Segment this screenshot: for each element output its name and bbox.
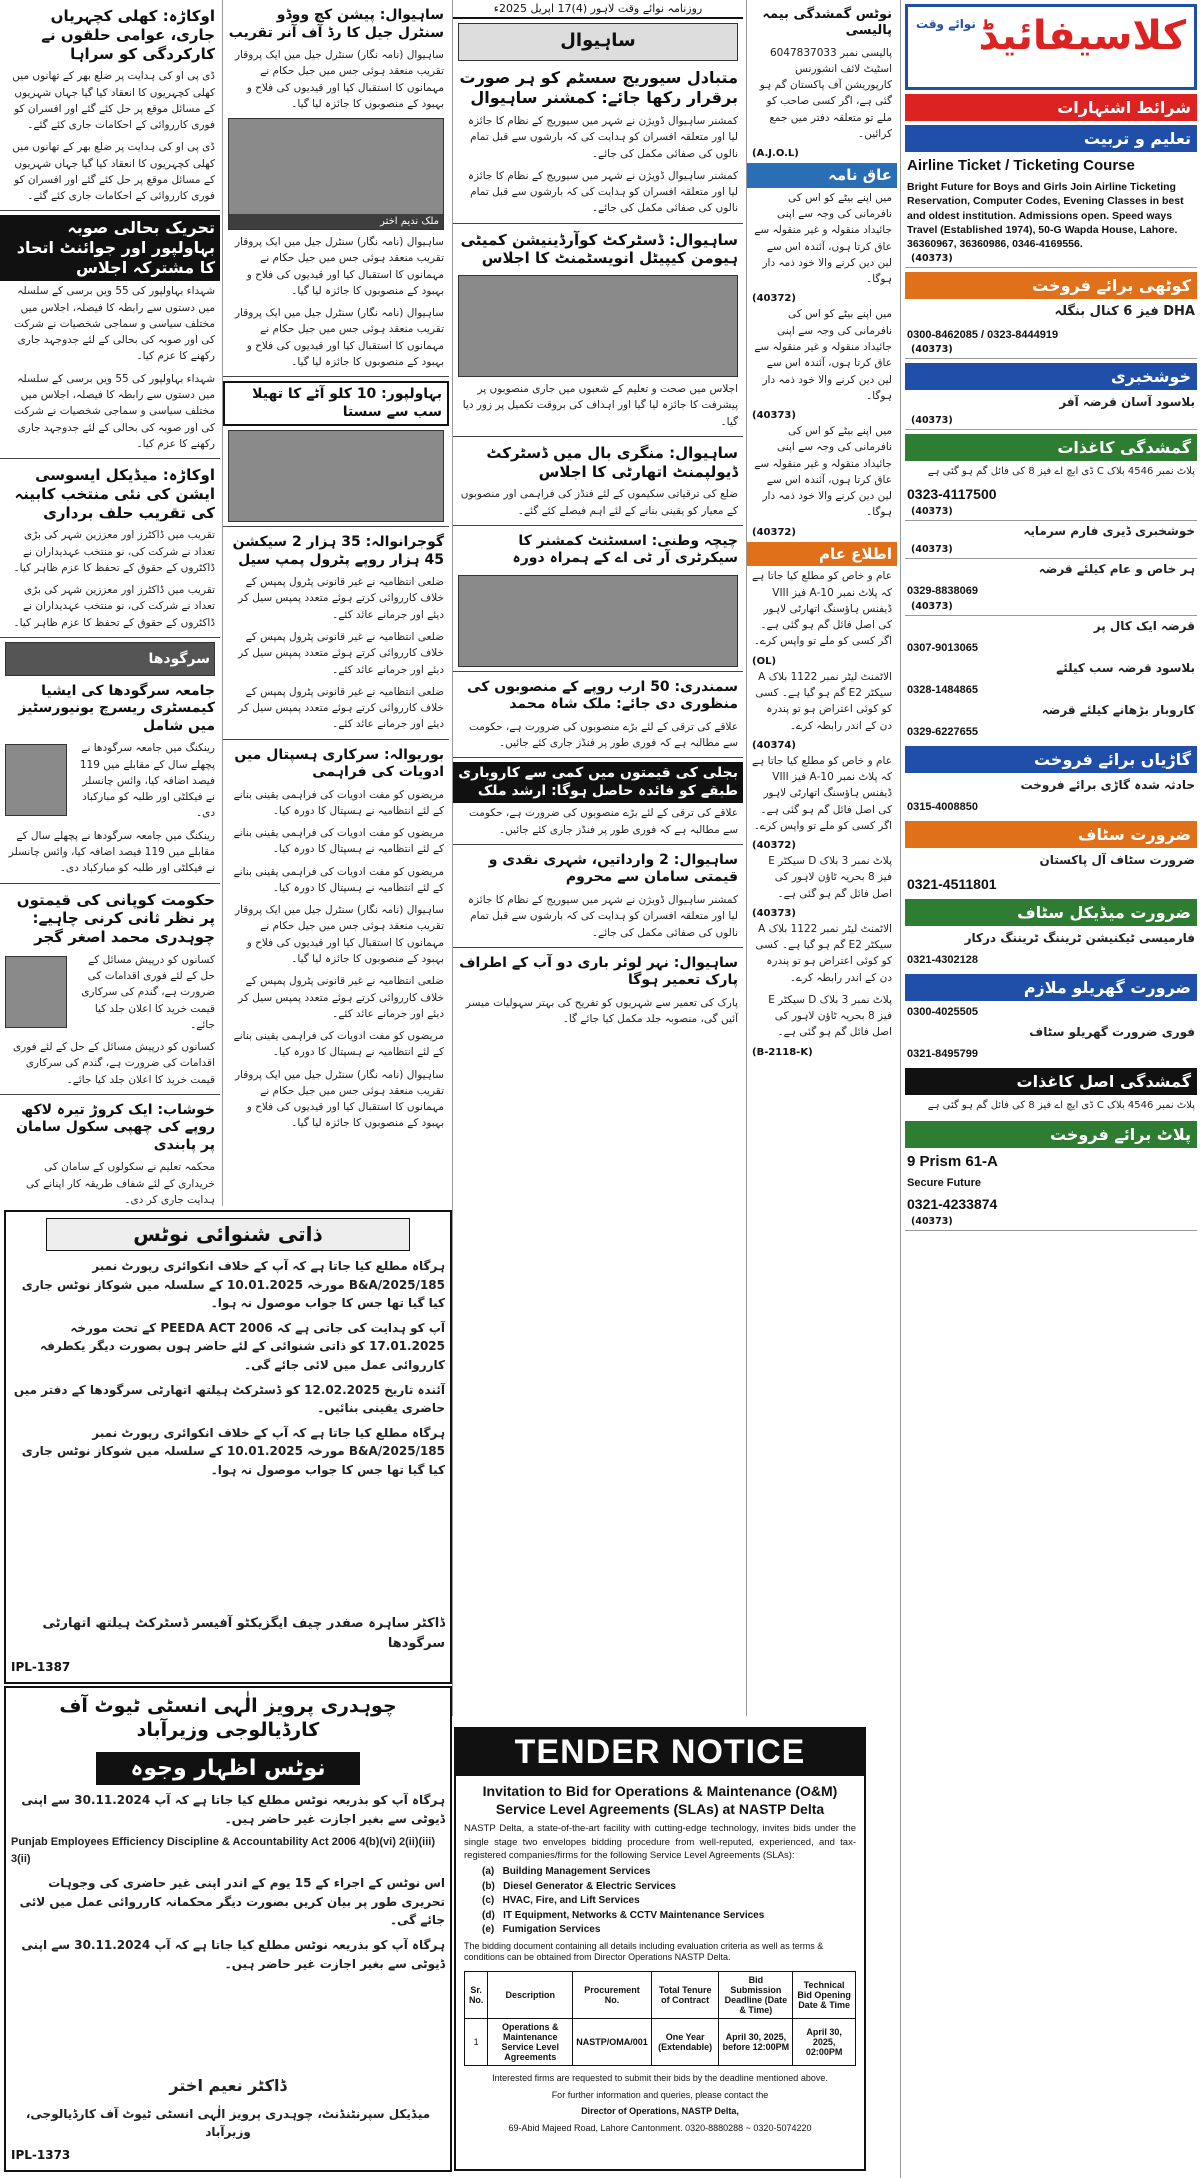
- notices-column: [746, 0, 897, 1716]
- item-mark: (e): [482, 1924, 495, 1936]
- article-text: مریضوں کو مفت ادویات کی فراہمی یقینی بنانے کے لئے انتظامیہ نے ہسپتال کا دورہ کیا۔: [233, 788, 444, 817]
- table-cell: Operations & Maintenance Service Level Agreements: [488, 2019, 573, 2066]
- masthead-title: کلاسیفائیڈ: [978, 13, 1186, 59]
- airline-ad-body: Bright Future for Boys and Girls Join Airline Ticketing Reservation, Computer Codes, Evening Classes in best and oldest institution. Admissions open. Speed ways Travel (Established 1974), 50-G Wapda House, Lahore. 36360967, 36360986, 0346-4169556.: [907, 181, 1184, 250]
- ad-phone: 0321-4233874: [907, 1196, 998, 1213]
- tender-service-item: [482, 1880, 856, 1895]
- article-text: شہداء بہاولپور کی 55 ویں برسی کے سلسلہ میں دستوں سے رابطہ کا فیصلہ، اجلاس میں مختلف سیاسی و سماجی شخصیات نے شرکت کی اور صوبہ کی بحالی کے لئے جدوجہد جاری رکھنے کا عزم کیا۔: [14, 285, 215, 363]
- tender-service-item: [482, 1923, 856, 1938]
- article-text: مریضوں کو مفت ادویات کی فراہمی یقینی بنانے کے لئے انتظامیہ نے ہسپتال کا دورہ کیا۔: [233, 827, 444, 856]
- tender-service-item: [482, 1894, 856, 1909]
- section-band: پلاٹ برائے فروخت: [905, 1121, 1197, 1148]
- terms-band: شرائط اشتہارات: [905, 94, 1197, 121]
- section-band: تعلیم و تربیت: [905, 125, 1197, 152]
- section-band: کوٹھی برائے فروخت: [905, 272, 1197, 299]
- classified-masthead: [905, 4, 1197, 90]
- ad-text-english: 9 Prism 61-A: [907, 1152, 998, 1170]
- notice-text: الاٹمنٹ لیٹر نمبر 1122 بلاک A سیکٹر E2 گم ہو گیا ہے۔ کسی کو کوئی اعتراض ہو تو پندرہ دن کے اندر رابطہ کرے۔: [755, 670, 892, 732]
- item-mark: (b): [482, 1880, 495, 1892]
- table-header: Description: [488, 1972, 573, 2019]
- headline: ساہیوال: ڈسٹرکٹ کوآرڈینیشن کمیٹی ہیومن کیپیٹل انویسٹمنٹ کا اجلاس: [460, 230, 738, 268]
- tender-service-item: [482, 1909, 856, 1924]
- notice-signature: ڈاکٹر ساہرہ صفدر چیف ایگزیکٹو آفیسر ڈسٹرکٹ ہیلتھ اتھارٹی سرگودھا: [42, 1615, 445, 1651]
- ad-text: حادثہ شدہ گاڑی برائے فروخت: [1020, 777, 1195, 792]
- news-photo: [228, 430, 444, 522]
- ad-code: (A.J.O.L): [752, 148, 799, 160]
- article-text: ضلعی انتظامیہ نے غیر قانونی پٹرول پمپس کے خلاف کارروائی کرتے ہوئے متعدد پمپس سیل کر دیئے اور جرمانے عائد کئے۔: [238, 630, 444, 676]
- article-text: ضلعی انتظامیہ نے غیر قانونی پٹرول پمپس کے خلاف کارروائی کرتے ہوئے متعدد پمپس سیل کر دیئے اور جرمانے عائد کئے۔: [238, 685, 444, 731]
- ad-text: DHA فیز 6 کنال بنگلہ: [1054, 304, 1195, 320]
- section-band: خوشخبری: [905, 363, 1197, 390]
- notice-body: ہرگاہ آپ کو بذریعہ نوٹس مطلع کیا جاتا ہے کہ آپ 30.11.2024 سے اپنی ڈیوٹی سے بغیر اجازت غیر حاضر ہیں۔: [21, 1793, 445, 1826]
- tender-footer: Director of Operations, NASTP Delta,: [581, 2106, 739, 2117]
- portrait-photo: [5, 744, 67, 816]
- masthead-brand: نوائے وقت: [916, 17, 976, 31]
- headline: خوشاب: ایک کروڑ تیرہ لاکھ روپے کی چھپی سکول سامان پر پابندی: [16, 1101, 215, 1153]
- photo-caption: ملک ندیم اختر: [229, 214, 443, 229]
- ad-text-english: Secure Future: [907, 1177, 981, 1190]
- headline: جامعہ سرگودھا کی ایشیا کیمسٹری ریسرچ یونیورسٹیز میں شامل: [18, 682, 215, 734]
- table-header: Technical Bid Opening Date & Time: [793, 1972, 856, 2019]
- article-text: کسانوں کو درپیش مسائل کے حل کے لئے فوری اقدامات کی ضرورت ہے، گندم کی سرکاری قیمت خرید کا اعلان جلد کیا جائے۔: [81, 953, 215, 1031]
- tender-services-list: [456, 1865, 864, 1938]
- ad-code: (40373): [905, 601, 1197, 616]
- headline: ساہیوال: 2 وارداتیں، شہری نقدی و قیمتی سامان سے محروم: [488, 851, 738, 886]
- ad-phone: 0300-8462085 / 0323-8444919: [907, 328, 1059, 341]
- news-column-sahiwal: [452, 0, 743, 1716]
- item-text: Fumigation Services: [502, 1924, 601, 1936]
- portrait-photo: [5, 956, 67, 1028]
- article-text: علاقے کی ترقی کے لئے بڑے منصوبوں کی ضرورت ہے، حکومت سے مطالبہ ہے کہ فوری طور پر فنڈز جاری کئے جائیں۔: [468, 807, 738, 836]
- article-text: کسانوں کو درپیش مسائل کے حل کے لئے فوری اقدامات کی ضرورت ہے، گندم کی سرکاری قیمت خرید کا اعلان جلد کیا جائے۔: [12, 1041, 215, 1086]
- section-band: عاق نامہ: [747, 163, 897, 188]
- section-band: ضرورت گھریلو ملازم: [905, 974, 1197, 1001]
- notice-text: پلاٹ نمبر 3 بلاک D سیکٹر E فیز 8 بحریہ ٹاؤن لاہور کی اصل فائل گم ہو گئی ہے۔: [768, 855, 892, 900]
- notice-banner: نوٹس اظہار وجوہ: [96, 1752, 360, 1786]
- article-text: علاقے کی ترقی کے لئے بڑے منصوبوں کی ضرورت ہے، حکومت سے مطالبہ ہے کہ فوری طور پر فنڈز جاری کئے جائیں۔: [468, 720, 738, 750]
- table-cell: 1: [465, 2019, 488, 2066]
- ad-text: بلاسود قرضہ سب کیلئے: [1056, 661, 1195, 676]
- section-logo: [458, 23, 738, 61]
- article-text: ساہیوال (نامہ نگار) سنٹرل جیل میں ایک پروقار تقریب منعقد ہوئی جس میں جیل حکام نے مہمانوں کا استقبال کیا اور قیدیوں کی فلاح و بہبود کے منصوبوں کا جائزہ لیا گیا۔: [234, 1068, 444, 1130]
- ad-phone: 0328-1484865: [907, 684, 978, 697]
- headline: ساہیوال: نہر لوئر باری دو آب کے اطراف پارک تعمیر ہوگا: [459, 954, 738, 989]
- item-mark: (c): [482, 1895, 495, 1907]
- tender-service-item: [482, 1865, 856, 1880]
- headline: اوکاڑہ: کھلی کچہریاں جاری، عوامی حلقوں نے کارکردگی کو سراہا: [41, 7, 215, 63]
- notice-text: میں اپنے بیٹے کو اس کی نافرمانی کی وجہ سے اپنی جائیداد منقولہ و غیر منقولہ سے عاق کرتا ہوں، آئندہ اس سے لین دین کرنے والا خود ذمہ دار ہوگا۔: [754, 308, 892, 402]
- article-text: شہداء بہاولپور کی 55 ویں برسی کے سلسلہ میں دستوں سے رابطہ کا فیصلہ، اجلاس میں مختلف سیاسی و سماجی شخصیات نے شرکت کی اور صوبہ کی بحالی کے لئے جدوجہد جاری رکھنے کا عزم کیا۔: [14, 372, 215, 450]
- item-mark: (a): [482, 1866, 495, 1878]
- ad-code: (40373): [905, 1216, 1197, 1231]
- notice-text: عام و خاص کو مطلع کیا جاتا ہے کہ پلاٹ نمبر 10-A فیز VIII ڈیفنس ہاؤسنگ اتھارٹی لاہور کی اصل فائل گم ہو گئی ہے۔ اگر کسی کو ملے تو واپس کرے۔: [752, 570, 892, 648]
- tender-footer: 69-Abid Majeed Road, Lahore Cantonment. 0320-8880288 ~ 0320-5074220: [508, 2122, 812, 2133]
- headline: بوریوالہ: سرکاری ہسپتال میں ادویات کی فراہمی: [234, 746, 444, 781]
- article-text: ساہیوال (نامہ نگار) سنٹرل جیل میں ایک پروقار تقریب منعقد ہوئی جس میں جیل حکام نے مہمانوں کا استقبال کیا اور قیدیوں کی فلاح و بہبود کے منصوبوں کا جائزہ لیا گیا۔: [234, 49, 444, 110]
- ad-code: IPL-1387: [11, 1660, 71, 1674]
- notice-body: ہرگاہ مطلع کیا جاتا ہے کہ آپ کے خلاف انکوائری رپورٹ نمبر 185/B&A/2025 مورخہ 10.01.2025 کے سلسلہ میں شوکاز نوٹس جاری کیا گیا تھا جس کا جواب موصول نہ ہوا۔: [21, 1259, 445, 1311]
- table-cell: NASTP/OMA/001: [573, 2019, 652, 2066]
- article-text: ضلعی انتظامیہ نے غیر قانونی پٹرول پمپس کے خلاف کارروائی کرتے ہوئے متعدد پمپس سیل کر دیئے اور جرمانے عائد کئے۔: [238, 576, 444, 621]
- ad-phone: 0307-9013065: [907, 642, 978, 655]
- show-cause-notice: [4, 1686, 452, 2172]
- section-band: ضرورت میڈیکل سٹاف: [905, 899, 1197, 926]
- article-text: ساہیوال (نامہ نگار) سنٹرل جیل میں ایک پروقار تقریب منعقد ہوئی جس میں جیل حکام نے مہمانوں کا استقبال کیا اور قیدیوں کی فلاح و بہبود کے منصوبوں کا جائزہ لیا گیا۔: [234, 904, 444, 965]
- ad-code: (40373): [752, 410, 796, 422]
- ad-code: (OL): [752, 655, 777, 667]
- ad-code: (40373): [905, 253, 1197, 268]
- table-cell: April 30, 2025, 02:00PM: [793, 2019, 856, 2066]
- ad-phone: 0323-4117500: [907, 486, 997, 503]
- item-text: Diesel Generator & Electric Services: [503, 1880, 676, 1892]
- ad-text: فارمیسی ٹیکنیشن ٹریننگ ٹریننگ درکار: [964, 931, 1195, 946]
- ad-phone: 0329-8838069: [907, 585, 978, 598]
- notice-text: پلاٹ نمبر 3 بلاک D سیکٹر E فیز 8 بحریہ ٹاؤن لاہور کی اصل فائل گم ہو گئی ہے۔: [768, 993, 892, 1039]
- visit-photo: [458, 575, 738, 667]
- item-text: IT Equipment, Networks & CCTV Maintenance Services: [503, 1909, 765, 1921]
- article-text: محکمہ تعلیم نے سکولوں کے سامان کی خریداری کے لئے شفاف طریقہ کار اپنانے کی ہدایت جاری کر دی۔: [26, 1161, 215, 1206]
- ad-phone: 0321-4302128: [907, 954, 978, 967]
- item-text: Building Management Services: [502, 1866, 651, 1878]
- table-header: Procurement No.: [573, 1972, 652, 2019]
- article-text: اجلاس میں صحت و تعلیم کے شعبوں میں جاری منصوبوں پر پیشرفت کا جائزہ لیا گیا اور اہداف کی بروقت تکمیل پر زور دیا گیا۔: [462, 383, 738, 428]
- headline: چیچہ وطنی: اسسٹنٹ کمشنر کا سیکرٹری آر ٹی اے کے ہمراہ دورہ: [512, 532, 738, 567]
- ad-text: پلاٹ نمبر 4546 بلاک C ڈی ایچ اے فیز 8 کی فائل گم ہو گئی ہے: [927, 1099, 1195, 1111]
- ad-phone: 0329-6227655: [907, 725, 978, 738]
- airline-ad-title: Airline Ticket / Ticketing Course: [907, 157, 1135, 174]
- headline: سمندری: 50 ارب روپے کے منصوبوں کی منظوری دی جائے: ملک شاہ محمد: [467, 678, 738, 713]
- notice-signature: ڈاکٹر نعیم اختر: [169, 2076, 287, 2096]
- table-header: Sr. No.: [465, 1972, 488, 2019]
- ad-text: خوشخبری ڈیری فارم سرمایہ: [1023, 524, 1195, 539]
- headline: بہاولپور: 10 کلو آٹے کا تھیلا سب سے سستا: [223, 381, 449, 426]
- dateline: روزنامہ نوائے وقت لاہور (4)17 اپریل 2025ء: [453, 0, 743, 19]
- article-text: کمشنر ساہیوال ڈویژن نے شہر میں سیوریج کے نظام کا جائزہ لیا اور متعلقہ افسران کو ہدایت کی کہ بارشوں سے قبل تمام نالوں کی صفائی مکمل کی جائے۔: [467, 115, 738, 160]
- section-band: ضرورت سٹاف: [905, 821, 1197, 848]
- ad-phone: 0315-4008850: [907, 800, 978, 813]
- headline: ساہیوال: پیشن کچ ووڈو سنٹرل جیل کا رڈ آف آنر تقریب: [228, 7, 444, 41]
- tender-footer: Interested firms are requested to submit their bids by the deadline mentioned above.: [492, 2073, 828, 2084]
- article-text: رینکنگ میں جامعہ سرگودھا نے پچھلے سال کے مقابلے میں 119 فیصد اضافہ کیا، وائس چانسلر نے فیکلٹی اور طلبہ کو مبارکباد دی۔: [79, 742, 215, 820]
- notice-signature-title: میڈیکل سپرنٹنڈنٹ، چوہدری پرویز الٰہی انسٹی ٹیوٹ آف کارڈیالوجی، وزیرآباد: [25, 2106, 431, 2140]
- article-text: مریضوں کو مفت ادویات کی فراہمی یقینی بنانے کے لئے انتظامیہ نے ہسپتال کا دورہ کیا۔: [233, 1030, 444, 1059]
- notice-body-english: Punjab Employees Efficiency Discipline & Accountability Act 2006 4(b)(vi) 2(ii)(iii) 3(ii): [11, 1836, 436, 1866]
- classifieds-column: [900, 0, 1200, 2178]
- section-band: گمشدگی کاغذات: [905, 434, 1197, 461]
- tender-subtitle: Invitation to Bid for Operations & Maintenance (O&M) Service Level Agreements (SLAs) at NASTP Delta: [482, 1783, 838, 1818]
- ad-code: (40373): [905, 415, 1197, 430]
- article-text: تقریب میں ڈاکٹرز اور معززین شہر کی بڑی تعداد نے شرکت کی، نو منتخب عہدیداران نے ڈاکٹروں کے حقوق کے تحفظ کا عزم ظاہر کیا۔: [13, 584, 215, 629]
- ad-code: (40374): [752, 739, 796, 751]
- ad-text: کاروبار بڑھانے کیلئے قرضہ: [1041, 702, 1195, 717]
- ad-text: ہر خاص و عام کیلئے قرضہ: [1038, 562, 1195, 577]
- ad-phone: 0321-4511801: [907, 875, 997, 892]
- article-text: ضلعی انتظامیہ نے غیر قانونی پٹرول پمپس کے خلاف کارروائی کرتے ہوئے متعدد پمپس سیل کر دیئے اور جرمانے عائد کئے۔: [238, 975, 444, 1020]
- table-cell: April 30, 2025, before 12:00PM: [719, 2019, 793, 2066]
- notice-body: ہرگاہ مطلع کیا جاتا ہے کہ آپ کے خلاف انکوائری رپورٹ نمبر 185/B&A/2025 مورخہ 10.01.2025 کے سلسلہ میں شوکاز نوٹس جاری کیا گیا تھا جس کا جواب موصول نہ ہوا۔: [21, 1425, 445, 1477]
- ad-code: (40373): [905, 344, 1197, 359]
- ad-code: (40372): [752, 293, 796, 305]
- notice-body: آپ کو ہدایت کی جاتی ہے کہ PEEDA ACT 2006 کے تحت مورخہ 17.01.2025 کو ذاتی شنوائی کے لئے حاضر ہوں بصورت دیگر یکطرفہ کارروائی عمل میں لائی جائے گی۔: [39, 1320, 445, 1372]
- notice-body: آئندہ تاریخ 12.02.2025 کو ڈسٹرکٹ ہیلتھ اتھارٹی سرگودھا کے دفتر میں حاضری یقینی بنائیں۔: [13, 1382, 445, 1416]
- headline: بجلی کی قیمتوں میں کمی سے کاروباری طبقے کو فائدہ حاصل ہوگا: ارشد ملک: [453, 762, 743, 803]
- portrait-photo: [228, 118, 444, 230]
- headline: نوٹس گمشدگی بیمہ پالیسی: [762, 7, 892, 39]
- tender-title: TENDER NOTICE: [456, 1729, 864, 1776]
- ad-phone: 0321-8495799: [907, 1048, 978, 1061]
- item-mark: (d): [482, 1909, 495, 1921]
- tender-footer: For further information and queries, please contact the: [551, 2089, 769, 2100]
- article-text: کمشنر ساہیوال ڈویژن نے شہر میں سیوریج کے نظام کا جائزہ لیا اور متعلقہ افسران کو ہدایت کی کہ بارشوں سے قبل تمام نالوں کی صفائی مکمل کی جائے۔: [467, 169, 738, 215]
- notice-text: میں اپنے بیٹے کو اس کی نافرمانی کی وجہ سے اپنی جائیداد منقولہ و غیر منقولہ سے عاق کرتا ہوں، آئندہ اس سے لین دین کرنے والا خود ذمہ دار ہوگا۔: [754, 425, 892, 519]
- headline: اوکاڑہ: میڈیکل ایسوسی ایشن کی نئی منتخب کابینہ کی تقریب حلف برداری: [14, 466, 215, 522]
- table-row: [465, 2019, 856, 2066]
- notice-title: چوہدری پرویز الٰہی انسٹی ٹیوٹ آف کارڈیالوجی وزیرآباد: [59, 1695, 397, 1741]
- article-text: ساہیوال (نامہ نگار) سنٹرل جیل میں ایک پروقار تقریب منعقد ہوئی جس میں جیل حکام نے مہمانوں کا استقبال کیا اور قیدیوں کی فلاح و بہبود کے منصوبوں کا جائزہ لیا گیا۔: [234, 236, 444, 297]
- headline: گوجرانوالہ: 35 ہزار 2 سیکشن 45 ہزار روپے پٹرول پمپ سیل: [232, 534, 444, 568]
- ad-code: (B-2118-K): [752, 1046, 813, 1058]
- ad-code: (40372): [752, 526, 796, 538]
- ad-text: قرضہ ایک کال پر: [1093, 619, 1195, 634]
- ad-code: (40373): [905, 544, 1197, 559]
- meeting-photo: [458, 275, 738, 377]
- notice-body: اس نوٹس کے اجراء کے 15 یوم کے اندر اپنی غیر حاضری کی وجوہات تحریری طور پر بیان کریں بصورت دیگر محکمانہ کارروائی عمل میں لائی جائے گی۔: [19, 1876, 445, 1928]
- personal-hearing-notice: [4, 1210, 452, 1684]
- table-cell: One Year (Extendable): [651, 2019, 719, 2066]
- ad-phone: 0300-4025505: [907, 1006, 978, 1019]
- article-text: رینکنگ میں جامعہ سرگودھا نے پچھلے سال کے مقابلے میں 119 فیصد اضافہ کیا، وائس چانسلر نے فیکلٹی اور طلبہ کو مبارکباد دی۔: [8, 829, 215, 875]
- section-band: گاڑیاں برائے فروخت: [905, 746, 1197, 773]
- article-text: ڈی پی او کی ہدایت پر ضلع بھر کے تھانوں میں کھلی کچہریوں کا انعقاد کیا گیا جہاں شہریوں کے مسائل موقع پر حل کئے گئے اور افسران کو فوری کارروائی کے احکامات جاری کئے گئے۔: [12, 141, 215, 203]
- notice-text: میں اپنے بیٹے کو اس کی نافرمانی کی وجہ سے اپنی جائیداد منقولہ و غیر منقولہ سے عاق کرتا ہوں، آئندہ اس سے لین دین کرنے والا خود ذمہ دار ہوگا۔: [754, 191, 892, 286]
- ad-code: (40373): [905, 506, 1197, 521]
- section-band: گمشدگی اصل کاغذات: [905, 1068, 1197, 1095]
- notice-text: عام و خاص کو مطلع کیا جاتا ہے کہ پلاٹ نمبر 10-A فیز VIII ڈیفنس ہاؤسنگ اتھارٹی لاہور کی اصل فائل گم ہو گئی ہے۔ اگر کسی کو ملے تو واپس کرے۔: [752, 754, 892, 832]
- table-header: Bid Submission Deadline (Date & Time): [719, 1972, 793, 2019]
- notice-text: پالیسی نمبر 6047837033 اسٹیٹ لائف انشورنس کارپوریشن آف پاکستان گم ہو گئی ہے، اگر کسی صاحب کو ملے تو متعلقہ دفتر میں جمع کرائیں۔: [759, 46, 892, 140]
- section-band: اطلاع عام: [747, 542, 897, 567]
- logo-text: سرگودھا: [148, 650, 210, 667]
- logo-banner: [5, 642, 215, 676]
- article-text: ساہیوال (نامہ نگار) سنٹرل جیل میں ایک پروقار تقریب منعقد ہوئی جس میں جیل حکام نے مہمانوں کا استقبال کیا اور قیدیوں کی فلاح و بہبود کے منصوبوں کا جائزہ لیا گیا۔: [234, 307, 444, 368]
- notice-title: ذاتی شنوائی نوٹس: [46, 1218, 410, 1251]
- article-text: ڈی پی او کی ہدایت پر ضلع بھر کے تھانوں میں کھلی کچہریوں کا انعقاد کیا گیا جہاں شہریوں کے مسائل موقع پر حل کئے گئے اور افسران کو فوری کارروائی کے احکامات جاری کئے گئے۔: [12, 70, 215, 132]
- notice-text: الاٹمنٹ لیٹر نمبر 1122 بلاک A سیکٹر E2 گم ہو گیا ہے۔ کسی کو کوئی اعتراض ہو تو پندرہ دن کے اندر رابطہ کرے۔: [755, 922, 892, 984]
- tender-intro: NASTP Delta, a state-of-the-art facility with cutting-edge technology, invites bids under the single stage two envelopes bidding procedure from well-reputed, experienced, and tax-registered companies/firms for the following Service Level Agreements (SLAs):: [464, 1823, 856, 1861]
- table-header-row: [465, 1972, 856, 2019]
- ad-code: (40372): [752, 840, 796, 852]
- article-text: ضلع کی ترقیاتی سکیموں کے لئے فنڈز کی فراہمی اور منصوبوں کے معیار کو یقینی بنانے کے لئے اہم فیصلے کئے گئے۔: [460, 488, 738, 517]
- news-column-center-left: [222, 0, 449, 1206]
- tender-notice: [454, 1727, 866, 2171]
- table-header: Total Tenure of Contract: [651, 1972, 719, 2019]
- ad-text: ضرورت سٹاف آل پاکستان: [1039, 852, 1195, 867]
- ad-text: پلاٹ نمبر 4546 بلاک C ڈی ایچ اے فیز 8 کی فائل گم ہو گئی ہے: [927, 466, 1195, 478]
- article-text: تقریب میں ڈاکٹرز اور معززین شہر کی بڑی تعداد نے شرکت کی، نو منتخب عہدیداران نے ڈاکٹروں کے حقوق کے تحفظ کا عزم ظاہر کیا۔: [13, 529, 215, 574]
- section-logo-text: ساہیوال: [560, 30, 636, 51]
- article-text: مریضوں کو مفت ادویات کی فراہمی یقینی بنانے کے لئے انتظامیہ نے ہسپتال کا دورہ کیا۔: [233, 865, 444, 894]
- ad-text: بلاسود آسان قرضہ آفر: [1059, 395, 1195, 410]
- news-column-left: [0, 0, 220, 1206]
- item-text: HVAC, Fire, and Lift Services: [502, 1895, 640, 1907]
- headline: ساہیوال: منگری بال میں ڈسٹرکٹ ڈیولپمنٹ اتھارٹی کا اجلاس: [486, 443, 738, 481]
- ad-code: (40373): [752, 907, 796, 919]
- notice-body: ہرگاہ آپ کو بذریعہ نوٹس مطلع کیا جاتا ہے کہ آپ 30.11.2024 سے اپنی ڈیوٹی سے بغیر اجازت غیر حاضر ہیں۔: [21, 1938, 445, 1971]
- ad-text: فوری ضرورت گھریلو سٹاف: [1029, 1025, 1195, 1040]
- article-text: کمشنر ساہیوال ڈویژن نے شہر میں سیوریج کے نظام کا جائزہ لیا اور متعلقہ افسران کو ہدایت کی کہ بارشوں سے قبل تمام نالوں کی صفائی مکمل کی جائے۔: [467, 893, 738, 939]
- headline: حکومت کوپانی کی قیمتوں پر نظر ثانی کرنی چاہیے: چوہدری محمد اصغر گجر: [16, 890, 215, 946]
- tender-table: [464, 1971, 856, 2066]
- ad-code: IPL-1373: [11, 2148, 71, 2162]
- headline: متبادل سیوریج سسٹم کو ہر صورت برقرار رکھا جائے: کمشنر ساہیوال: [459, 68, 738, 107]
- headline: تحریک بحالی صوبہ بہاولپور اور جوائنٹ اتحاد کا مشترکہ اجلاس: [0, 215, 220, 281]
- tender-docs-note: The bidding document containing all details including evaluation criteria as well as terms & conditions can be obtained from Director Operations NASTP Delta.: [464, 1940, 824, 1963]
- article-text: پارک کی تعمیر سے شہریوں کو تفریح کی بہتر سہولیات میسر آئیں گی، منصوبہ جلد مکمل کیا جائے گا۔: [465, 996, 738, 1026]
